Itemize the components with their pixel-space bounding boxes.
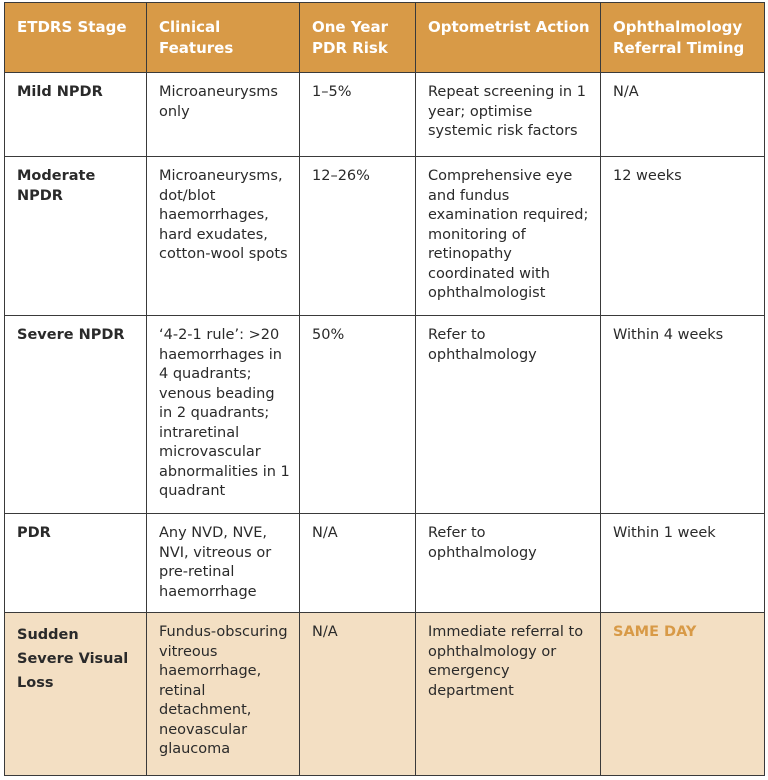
cell-referral-timing: N/A: [601, 73, 765, 157]
cell-optometrist-action: Refer to ophthalmology: [416, 514, 601, 613]
header-clinical-features: Clinical Features: [147, 3, 300, 73]
cell-stage: Moderate NPDR: [5, 157, 147, 316]
table-row-mild-npdr: [5, 73, 765, 157]
cell-optometrist-action: Refer to ophthalmology: [416, 316, 601, 514]
cell-clinical-features: ‘4-2-1 rule’: >20 haemorrhages in 4 quadrants; venous beading in 2 quadrants; intraretinal microvascular abnormalities in 1 quadrant: [147, 316, 300, 514]
referral-guidelines-table: [4, 2, 765, 776]
cell-pdr-risk: 1–5%: [300, 73, 416, 157]
cell-referral-timing-urgent: SAME DAY: [601, 613, 765, 776]
cell-optometrist-action: Repeat screening in 1 year; optimise systemic risk factors: [416, 73, 601, 157]
header-referral-timing: Ophthalmology Referral Timing: [601, 3, 765, 73]
table-header-row: [5, 3, 765, 73]
cell-stage: Sudden Severe Visual Loss: [5, 613, 147, 776]
cell-clinical-features: Microaneurysms only: [147, 73, 300, 157]
cell-referral-timing: Within 1 week: [601, 514, 765, 613]
referral-guidelines-table-container: [4, 2, 764, 776]
header-etdrs-stage: ETDRS Stage: [5, 3, 147, 73]
cell-pdr-risk: N/A: [300, 613, 416, 776]
cell-stage: Mild NPDR: [5, 73, 147, 157]
table-row-severe-npdr: [5, 316, 765, 514]
cell-optometrist-action: Comprehensive eye and fundus examination required; monitoring of retinopathy coordinated with ophthalmologist: [416, 157, 601, 316]
cell-pdr-risk: N/A: [300, 514, 416, 613]
cell-clinical-features: Any NVD, NVE, NVI, vitreous or pre-retinal haemorrhage: [147, 514, 300, 613]
cell-clinical-features: Microaneurysms, dot/blot haemorrhages, hard exudates, cotton-wool spots: [147, 157, 300, 316]
table-row-sudden-severe-visual-loss: [5, 613, 765, 776]
cell-clinical-features: Fundus-obscuring vitreous haemorrhage, retinal detachment, neovascular glaucoma: [147, 613, 300, 776]
cell-stage: Severe NPDR: [5, 316, 147, 514]
cell-stage: PDR: [5, 514, 147, 613]
cell-pdr-risk: 12–26%: [300, 157, 416, 316]
header-one-year-pdr-risk: One Year PDR Risk: [300, 3, 416, 73]
table-row-pdr: [5, 514, 765, 613]
cell-pdr-risk: 50%: [300, 316, 416, 514]
header-optometrist-action: Optometrist Action: [416, 3, 601, 73]
cell-referral-timing: Within 4 weeks: [601, 316, 765, 514]
cell-optometrist-action: Immediate referral to ophthalmology or emergency department: [416, 613, 601, 776]
cell-referral-timing: 12 weeks: [601, 157, 765, 316]
table-row-moderate-npdr: [5, 157, 765, 316]
